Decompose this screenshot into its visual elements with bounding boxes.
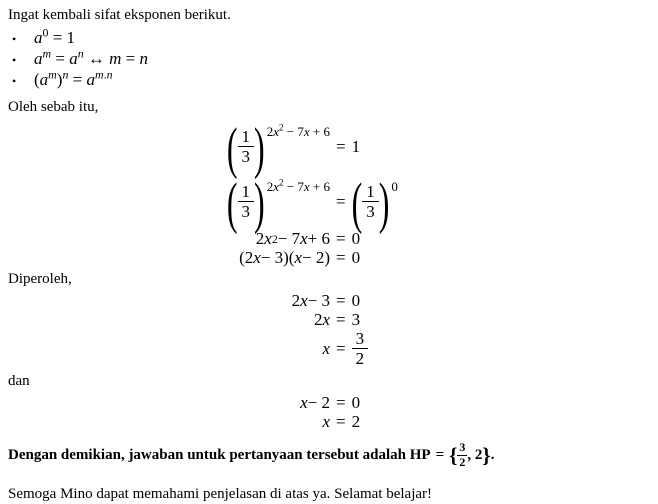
close-paren: ) bbox=[378, 169, 390, 234]
equation-line: x = 2 bbox=[322, 412, 361, 432]
power-expression bbox=[351, 169, 398, 234]
property-math: $a^m = a^n$ ↔ m = n bbox=[34, 46, 149, 68]
connector-dan: dan bbox=[8, 373, 30, 390]
equals-sign: = bbox=[435, 446, 445, 463]
property-item-power-zero bbox=[8, 25, 648, 49]
fraction-one-third: $\frac{1}{3}$ bbox=[238, 182, 255, 221]
equals-sign: = bbox=[336, 291, 346, 310]
equation-one-third-power-equals-1 bbox=[8, 114, 648, 179]
rhs-value: 1 bbox=[351, 137, 361, 156]
set-rest: , 2 bbox=[467, 446, 483, 463]
close-brace: } bbox=[482, 442, 491, 467]
open-brace: { bbox=[449, 442, 458, 467]
equation-line: x − 2 = 0 bbox=[300, 393, 361, 413]
equation-factored: (2 x − 3)( x − 2) = 0 bbox=[239, 248, 361, 267]
open-paren: ( bbox=[351, 169, 363, 234]
equals-sign: = bbox=[336, 229, 346, 248]
equals-sign: = bbox=[336, 137, 346, 156]
derivation-block bbox=[8, 114, 648, 267]
equals-sign: = bbox=[336, 310, 346, 329]
equation-x-equals-three-halves: x = $\frac{3}{2}$ bbox=[8, 329, 648, 368]
exponent: $2x^2 - 7x + 6$ bbox=[266, 122, 330, 139]
connector-diperoleh: Diperoleh, bbox=[8, 271, 72, 287]
conclusion-text: Dengan demikian, jawaban untuk pertanyaan tersebut adalah HP bbox=[8, 446, 431, 463]
exponent-properties-list bbox=[8, 25, 648, 91]
equals-sign: = bbox=[336, 339, 346, 359]
equation-line: 2 x = 3 bbox=[313, 310, 361, 329]
connector-oleh: Oleh sebab itu, bbox=[8, 99, 99, 115]
equals-sign: = bbox=[336, 248, 346, 267]
equals-sign: = bbox=[336, 192, 346, 211]
property-math: $(a^m)^n = a^{m.n}$ bbox=[34, 67, 113, 89]
open-paren: ( bbox=[226, 114, 238, 179]
exponent: $2x^2 - 7x + 6$ bbox=[266, 177, 330, 194]
open-paren: ( bbox=[226, 169, 238, 234]
solution-one-block bbox=[8, 291, 648, 368]
exponent: 0 bbox=[391, 178, 398, 194]
power-expression bbox=[226, 114, 330, 179]
close-paren: ) bbox=[254, 114, 265, 179]
property-math: $a^0 = 1$ bbox=[34, 25, 76, 47]
equation-quadratic: 2 x 2 − 7 x + 6 = 0 bbox=[255, 229, 361, 248]
equation-line: 2 x − 3 = 0 bbox=[291, 291, 361, 310]
bullet-icon: • bbox=[12, 53, 17, 67]
solution-two-block bbox=[8, 393, 648, 431]
fraction-three-halves: $\frac{3}{2}$ bbox=[459, 440, 466, 469]
bullet-icon: • bbox=[12, 74, 17, 88]
equals-sign: = bbox=[336, 412, 346, 432]
intro-text: Ingat kembali sifat eksponen berikut. bbox=[8, 7, 231, 23]
close-paren: ) bbox=[254, 169, 265, 234]
equation-one-third-power-equals-one-third-zero bbox=[8, 169, 648, 234]
property-item-power-of-power bbox=[8, 67, 648, 91]
fraction-one-third: $\frac{1}{3}$ bbox=[362, 182, 379, 221]
bullet-icon: • bbox=[12, 32, 17, 46]
closing-text: Semoga Mino dapat memahami penjelasan di atas ya. Selamat belajar! bbox=[8, 486, 433, 503]
power-expression bbox=[226, 169, 330, 234]
fraction-one-third: $\frac{1}{3}$ bbox=[238, 127, 255, 166]
period: . bbox=[490, 446, 495, 463]
fraction-three-halves: $\frac{3}{2}$ bbox=[352, 329, 369, 368]
equals-sign: = bbox=[336, 393, 346, 413]
conclusion-line bbox=[8, 440, 648, 470]
